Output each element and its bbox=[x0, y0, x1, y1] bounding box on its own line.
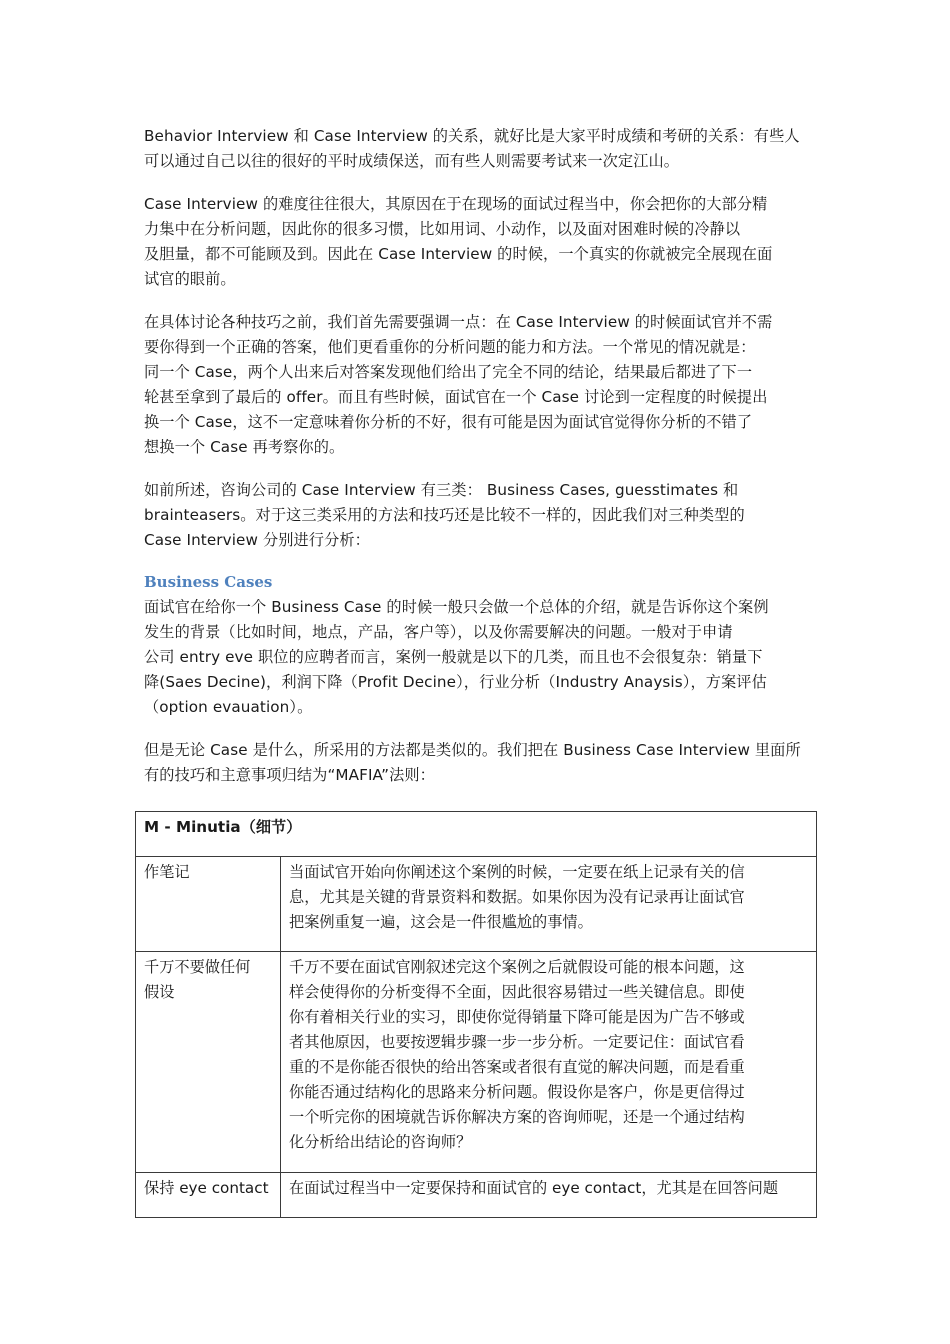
paragraph-three-types bbox=[144, 478, 808, 553]
text-line: 你能否通过结构化的思路来分析问题。假设你是客户，你是更信得过 bbox=[289, 1083, 745, 1101]
text-line: 发生的背景（比如时间，地点，产品，客户等），以及你需要解决的问题。一般对于申请 bbox=[144, 623, 733, 641]
row-label bbox=[136, 952, 281, 1173]
row-content bbox=[281, 857, 817, 952]
row-label bbox=[136, 1173, 281, 1218]
text-line: 当面试官开始向你阐述这个案例的时候，一定要在纸上记录有关的信 bbox=[289, 863, 745, 881]
section-heading-business-cases: Business Cases bbox=[144, 573, 273, 591]
text-line: 者其他原因，也要按逻辑步骤一步一步分析。一定要记住：面试官看 bbox=[289, 1033, 745, 1051]
text-line: brainteasers。对于这三类采用的方法和技巧还是比较不一样的，因此我们对三种类型的 bbox=[144, 506, 745, 524]
text-line: 面试官在给你一个 Business Case 的时候一般只会做一个总体的介绍，就是告诉你这个案例 bbox=[144, 598, 769, 616]
text-line: 样会使得你的分析变得不全面，因此很容易错过一些关键信息。即使 bbox=[289, 983, 745, 1001]
paragraph-no-correct-answer bbox=[144, 310, 808, 460]
text-line: 千万不要做任何 bbox=[144, 958, 251, 976]
text-line: 想换一个 Case 再考察你的。 bbox=[144, 438, 345, 456]
text-line: 保持 eye contact bbox=[144, 1179, 269, 1197]
table-row bbox=[136, 1173, 817, 1218]
paragraph-business-case-intro bbox=[144, 595, 808, 720]
paragraph-case-difficulty bbox=[144, 192, 808, 292]
text-line: Case Interview 分别进行分析： bbox=[144, 531, 370, 549]
text-line: 重的不是你能否很快的给出答案或者很有直觉的解决问题，而是看重 bbox=[289, 1058, 745, 1076]
text-line: 作笔记 bbox=[144, 863, 190, 881]
text-line: Case Interview 的难度往往很大，其原因在于在现场的面试过程当中，你会把你的大部分精 bbox=[144, 195, 768, 213]
row-content bbox=[281, 1173, 817, 1218]
text-line: 在具体讨论各种技巧之前，我们首先需要强调一点：在 Case Interview 的时候面试官并不需 bbox=[144, 313, 773, 331]
text-line: 可以通过自己以往的很好的平时成绩保送，而有些人则需要考试来一次定江山。 bbox=[144, 152, 680, 170]
text-line: 公司 entry eve 职位的应聘者而言，案例一般就是以下的几类，而且也不会很复杂：销量下 bbox=[144, 648, 763, 666]
paragraph-mafia-rule bbox=[144, 738, 808, 788]
text-line: 及胆量，都不可能顾及到。因此在 Case Interview 的时候，一个真实的你就被完全展现在面 bbox=[144, 245, 773, 263]
row-label bbox=[136, 857, 281, 952]
text-line: 息，尤其是关键的背景资料和数据。如果你因为没有记录再让面试官 bbox=[289, 888, 745, 906]
text-line: 同一个 Case，两个人出来后对答案发现他们给出了完全不同的结论，结果最后都进了下一 bbox=[144, 363, 753, 381]
text-line: （option evauation）。 bbox=[144, 698, 313, 716]
text-line: 在面试过程当中一定要保持和面试官的 eye contact，尤其是在回答问题 bbox=[289, 1179, 779, 1197]
text-line: 如前所述，咨询公司的 Case Interview 有三类： Business Cases, guesstimates 和 bbox=[144, 481, 739, 499]
document-body bbox=[144, 124, 808, 806]
mafia-table bbox=[135, 811, 817, 1218]
text-line: 但是无论 Case 是什么，所采用的方法都是类似的。我们把在 Business Case Interview 里面所 bbox=[144, 741, 801, 759]
text-line: 有的技巧和主意事项归结为“MAFIA”法则： bbox=[144, 766, 435, 784]
text-line: 换一个 Case，这不一定意味着你分析的不好，很有可能是因为面试官觉得你分析的不错了 bbox=[144, 413, 753, 431]
text-line: 力集中在分析问题，因此你的很多习惯，比如用词、小动作，以及面对困难时候的冷静以 bbox=[144, 220, 741, 238]
text-line: 化分析给出结论的咨询师？ bbox=[289, 1133, 472, 1151]
text-line: 千万不要在面试官刚叙述完这个案例之后就假设可能的根本问题，这 bbox=[289, 958, 745, 976]
paragraph-behavior-vs-case bbox=[144, 124, 808, 174]
text-line: 要你得到一个正确的答案，他们更看重你的分析问题的能力和方法。一个常见的情况就是： bbox=[144, 338, 756, 356]
text-line: 降(Saes Decine)，利润下降（Profit Decine），行业分析（Industry Anaysis），方案评估 bbox=[144, 673, 767, 691]
table-row bbox=[136, 857, 817, 952]
text-line: 轮甚至拿到了最后的 offer。而且有些时候，面试官在一个 Case 讨论到一定程度的时候提出 bbox=[144, 388, 768, 406]
text-line: 把案例重复一遍，这会是一件很尴尬的事情。 bbox=[289, 913, 593, 931]
text-line: Behavior Interview 和 Case Interview 的关系，就好比是大家平时成绩和考研的关系：有些人 bbox=[144, 127, 800, 145]
table-header-row bbox=[136, 812, 817, 857]
text-line: 一个听完你的困境就告诉你解决方案的咨询师呢，还是一个通过结构 bbox=[289, 1108, 745, 1126]
text-line: 你有着相关行业的实习，即使你觉得销量下降可能是因为广告不够或 bbox=[289, 1008, 745, 1026]
text-line: 假设 bbox=[144, 983, 175, 1001]
text-line: 试官的眼前。 bbox=[144, 270, 236, 288]
table-header-minutia: M - Minutia（细节） bbox=[136, 812, 817, 857]
table-row bbox=[136, 952, 817, 1173]
row-content bbox=[281, 952, 817, 1173]
